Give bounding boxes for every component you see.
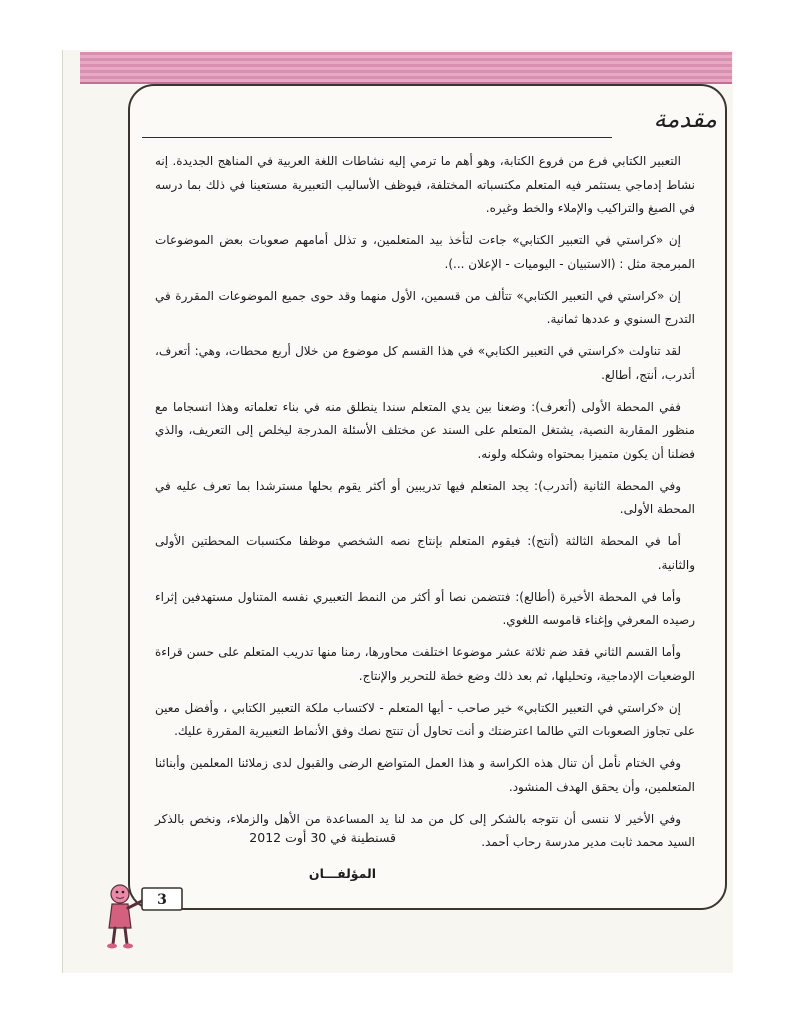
body-text	[155, 150, 695, 863]
paragraph-11: وفي الختام نأمل أن تنال هذه الكراسة و هذا العمل المتواضع الرضى والقبول لدى زملائنا المعلمين وأبنائنا المتعلمين، وأن يحقق الهدف المنشود.	[155, 756, 695, 794]
paragraph-3: إن «كراستي في التعبير الكتابي» تتألف من قسمين، الأول منهما وقد حوى جميع الموضوعات المقررة في التدرج السنوي و عددها ثمانية.	[155, 288, 695, 326]
paragraph-6: وفي المحطة الثانية (أتدرب): يجد المتعلم فيها تدريبين أو أكثر يقوم بحلها مسترشدا بما تعرف عليه في المحطة الأولى.	[155, 478, 695, 516]
paragraph-7: أما في المحطة الثالثة (أنتج): فيقوم المتعلم بإنتاج نصه الشخصي موظفا مكتسبات المحطتين الأولى والثانية.	[155, 534, 695, 572]
signature-authors: المؤلفـــان	[308, 866, 376, 881]
page-number: 3	[157, 892, 167, 908]
paragraph-9: وأما القسم الثاني فقد ضم ثلاثة عشر موضوعا اختلفت محاورها، رمنا منها تدريب المتعلم على حسن قراءة الوضعيات الإدماجية، وتحليلها، ثم بعد ذلك وضع خطة للتحرير والإنتاج.	[155, 645, 695, 683]
paragraph-1: التعبير الكتابي فرع من فروع الكتابة، وهو أهم ما ترمي إليه نشاطات اللغة العربية في المناهج الجديدة. إنه نشاط إدماجي يستثمر فيه المتعلم مكتسباته المختلفة، فيوظف الأساليب التعبيرية مستعينا في ذلك بما درسه في الصيغ والتراكيب والإملاء والخط وغيره.	[155, 154, 695, 215]
mascot-figure-icon	[107, 885, 144, 949]
paragraph-2: إن «كراستي في التعبير الكتابي» جاءت لتأخذ بيد المتعلمين، و تذلل أمامهم صعوبات بعض الموضوعات المبرمجة مثل : (الاستبيان - اليوميات - الإعلان ...).	[155, 233, 695, 271]
paragraph-12: وفي الأخير لا ننسى أن نتوجه بالشكر إلى كل من مد لنا يد المساعدة من الأهل والزملاء، ونخص بالذكر السيد محمد ثابت مدير مدرسة رحاب أحمد.	[155, 811, 695, 849]
signature-date: قسنطينة في 30 أوت 2012	[249, 830, 396, 845]
paragraph-5: ففي المحطة الأولى (أتعرف): وضعنا بين يدي المتعلم سندا ينطلق منه في بناء تعلماته وهذا انسجاما مع منظور المقاربة النصية، يشتغل المتعلم على السند عن مختلف الأسئلة المدرجة ليخلص إلى التعريف، والذي فضلنا أن يكون متميزا بمحتواه وشكله ولونه.	[155, 399, 695, 461]
title-underline	[142, 137, 612, 138]
paragraph-10: إن «كراستي في التعبير الكتابي» خير صاحب - أيها المتعلم - لاكتساب ملكة التعبير الكتابي ، وأفضل معين على تجاوز الصعوبات التي طالما اعترضتك و أنت تحاول أن تنتج نصك وفق الأنماط التعبيرية المقررة عليك.	[155, 700, 695, 738]
mascot-illustration	[100, 882, 190, 954]
header-stripe	[80, 52, 732, 84]
page-title: مقدمة	[653, 105, 717, 133]
paragraph-8: وأما في المحطة الأخيرة (أطالع): فتتضمن نصا أو أكثر من النمط التعبيري نفسه المتناول مستهدفين إثراء رصيده المعرفي وإغناء قاموسه اللغوي.	[155, 589, 695, 627]
paragraph-4: لقد تناولت «كراستي في التعبير الكتابي» في هذا القسم كل موضوع من خلال أربع محطات، وهي: أتعرف، أتدرب، أنتج، أطالع.	[155, 344, 695, 382]
